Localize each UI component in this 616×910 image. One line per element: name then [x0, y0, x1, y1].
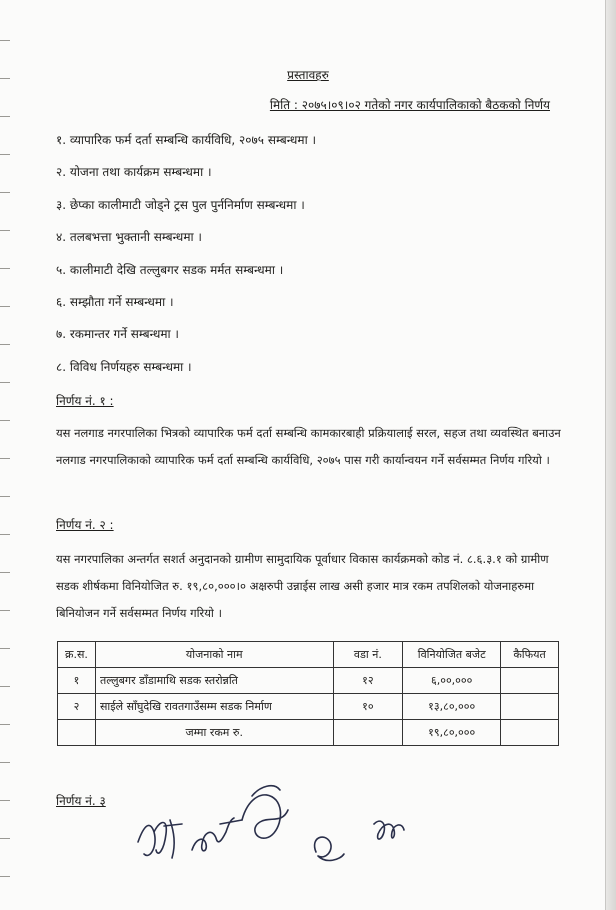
agenda-item: ७. रकमान्तर गर्ने सम्बन्धमा ।: [56, 327, 179, 342]
total-blank: [333, 720, 403, 746]
decision-2-title: निर्णय नं. २ :: [56, 518, 114, 532]
agenda-item: २. योजना तथा कार्यक्रम सम्बन्धमा ।: [56, 165, 212, 180]
signature-3: [242, 786, 288, 838]
decision-1-text: यस नलगाड नगरपालिका भित्रको व्यापारिक फर्म दर्ता सम्बन्धि कामकारबाही प्रक्रियालाई सरल, सहज तथा व्यवस्थित बनाउन नलगाड नगरपालिकाको व्यापारिक फर्म दर्ता सम्बन्धि कार्यविधि, २०७५ पास गरी कार्यान्वयन गर्ने सर्वसम्मत निर्णय गरियो ।: [56, 426, 561, 467]
total-blank: [58, 720, 96, 746]
header-budget: विनियोजित बजेट: [403, 642, 501, 668]
table-row: [58, 694, 559, 720]
total-value: १९,८०,०००: [403, 720, 501, 746]
row-serial: १: [58, 668, 96, 694]
header-remarks: कैफियत: [501, 642, 559, 668]
notebook-margin: [605, 0, 616, 910]
row-budget: ६,००,०००: [403, 668, 501, 694]
signatures: [130, 780, 430, 885]
table-total-row: [58, 720, 559, 746]
agenda-item: ३. छेप्का कालीमाटी जोड्ने ट्रस पुल पुर्ननिर्माण सम्बन्धमा ।: [56, 197, 305, 212]
row-budget: १३,८०,०००: [403, 694, 501, 720]
agenda-item: ६. सम्झौता गर्ने सम्बन्धमा ।: [56, 294, 174, 309]
decision-3-title: निर्णय नं. ३: [56, 794, 106, 808]
table-header-row: [58, 642, 559, 668]
row-remarks: [501, 694, 559, 720]
agenda-item: ५. कालीमाटी देखि तल्लुबगर सडक मर्मत सम्बन्धमा ।: [56, 262, 284, 277]
signature-5: [374, 821, 404, 839]
total-blank: [501, 720, 559, 746]
header-ward: वडा नं.: [333, 642, 403, 668]
header-project-name: योजनाको नाम: [95, 642, 333, 668]
row-project-name: तल्लुबगर डाँडामाथि सडक स्तरोन्नति: [95, 668, 333, 694]
signature-2: [192, 818, 242, 851]
table-row: [58, 668, 559, 694]
row-project-name: साईले साँघुदेखि रावतगाउँसम्म सडक निर्माण: [95, 694, 333, 720]
budget-table: [57, 641, 559, 746]
signature-4: [315, 837, 344, 860]
decision-1-title: निर्णय नं. १ :: [56, 394, 114, 408]
total-label: जम्मा रकम रु.: [95, 720, 333, 746]
row-serial: २: [58, 694, 96, 720]
row-remarks: [501, 668, 559, 694]
agenda-list: [56, 131, 316, 390]
signature-1: [138, 820, 182, 858]
agenda-item: १. व्यापारिक फर्म दर्ता सम्बन्धि कार्यविधि, २०७५ सम्बन्धमा ।: [56, 133, 317, 147]
decision-2-text: यस नगरपालिका अन्तर्गत सशर्त अनुदानको ग्रामीण सामुदायिक पूर्वाधार विकास कार्यक्रमको कोड नं. ८.६.३.१ को ग्रामीण सडक शीर्षकमा विनियोजित रु. १९,८०,०००।० अक्षरुपी उन्नाईस लाख असी हजार मात्र रकम तपशिलको योजनाहरुमा बिनियोजन गर्ने सर्वसम्मत निर्णय गरियो ।: [56, 552, 549, 620]
row-ward: १२: [333, 668, 403, 694]
header-serial: क्र.स.: [58, 642, 96, 668]
agenda-item: ८. विविध निर्णयहरु सम्बन्धमा ।: [56, 359, 192, 374]
row-ward: १०: [333, 694, 403, 720]
agenda-item: ४. तलबभत्ता भुक्तानी सम्बन्धमा ।: [56, 230, 202, 245]
page-heading: प्रस्तावहरु: [287, 68, 329, 82]
meeting-date-line: मिति : २०७५।०९।०२ गतेको नगर कार्यपालिकाको बैठकको निर्णय: [269, 98, 550, 112]
